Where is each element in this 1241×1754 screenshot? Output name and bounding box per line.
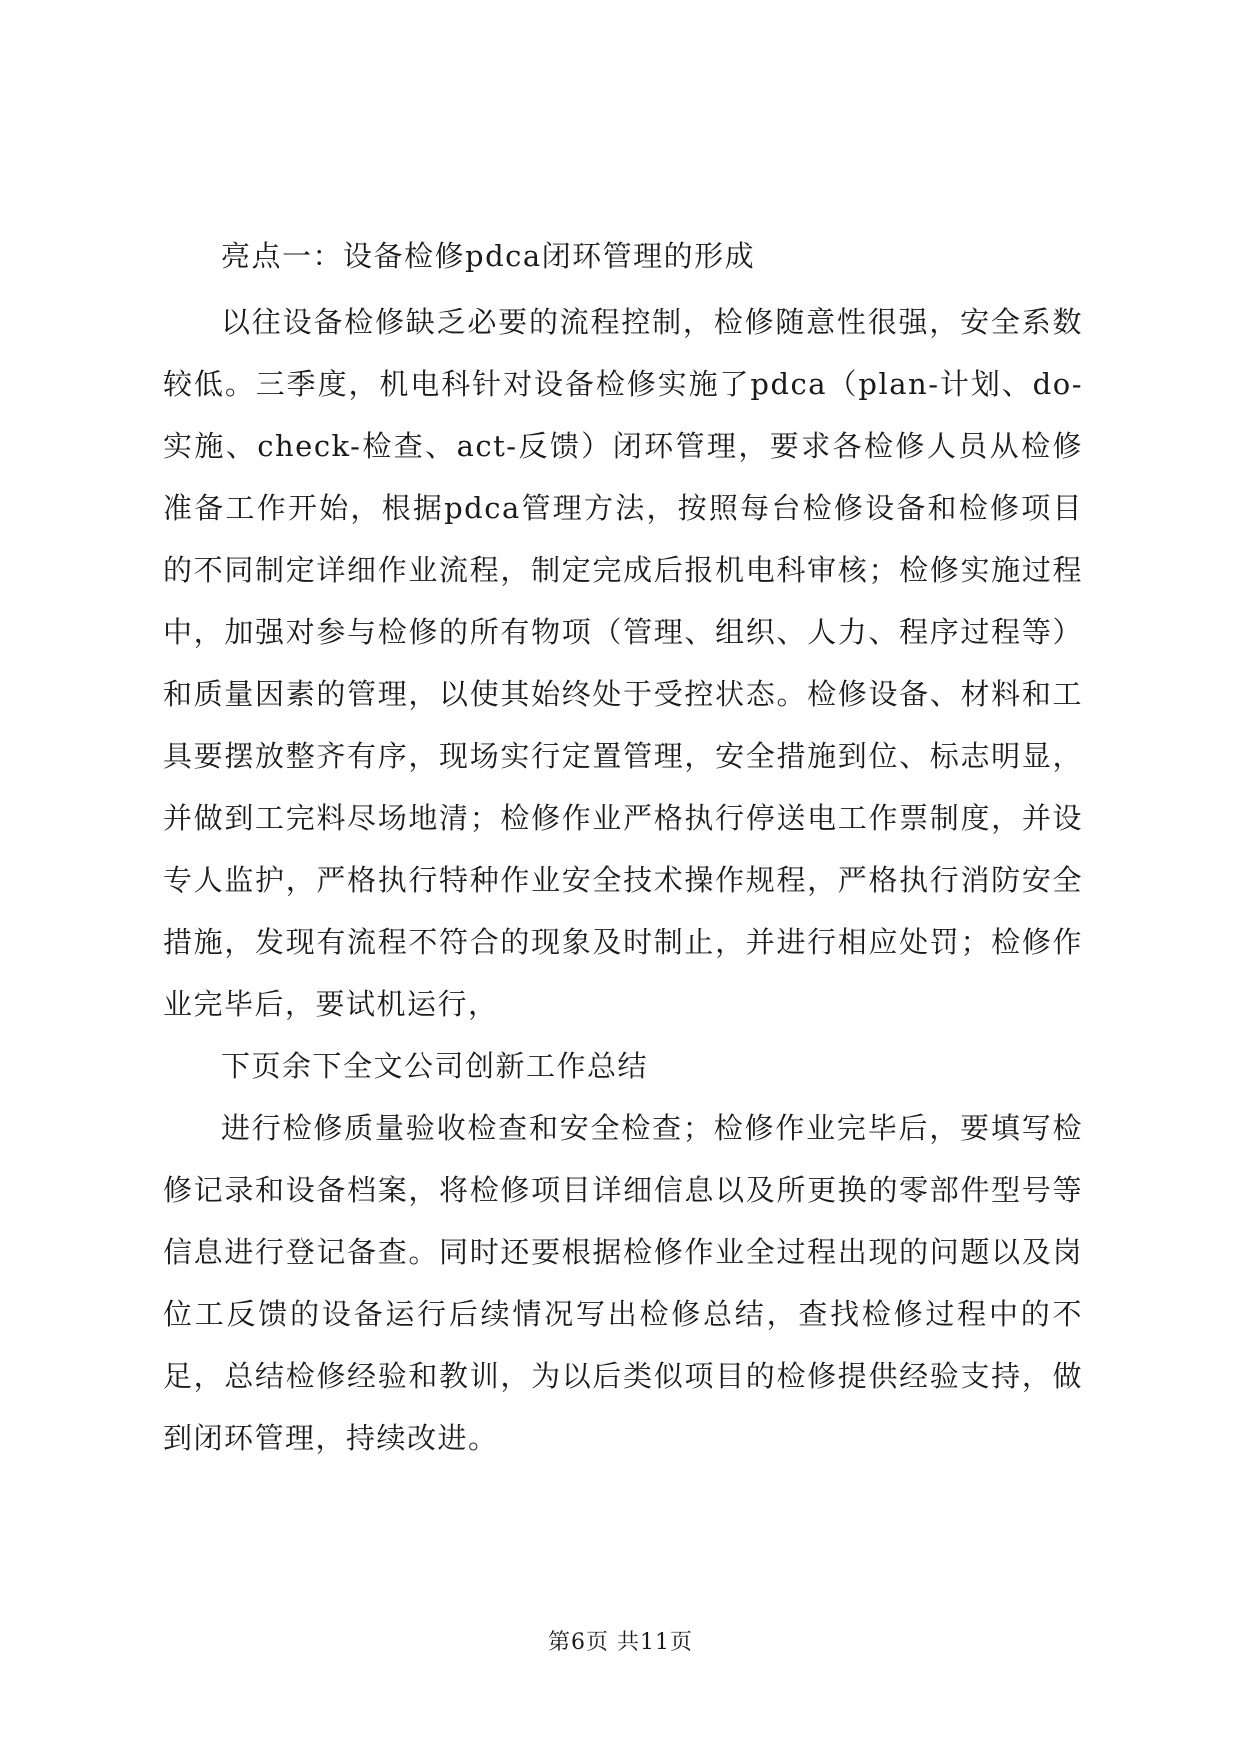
body-paragraph-1: 以往设备检修缺乏必要的流程控制，检修随意性很强，安全系数较低。三季度，机电科针对设备检修实施了pdca（plan-计划、do-实施、check-检查、act-反馈）闭环管理，要求各检修人员从检修准备工作开始，根据pdca管理方法，按照每台检修设备和检修项目的不同制定详细作业流程，制定完成后报机电科审核；检修实施过程中，加强对参与检修的所有物项（管理、组织、人力、程序过程等）和质量因素的管理，以使其始终处于受控状态。检修设备、材料和工具要摆放整齐有序，现场实行定置管理，安全措施到位、标志明显，并做到工完料尽场地清；检修作业严格执行停送电工作票制度，并设专人监护，严格执行特种作业安全技术操作规程，严格执行消防安全措施，发现有流程不符合的现象及时制止，并进行相应处罚；检修作业完毕后，要试机运行，: [163, 305, 1083, 1021]
page-number-footer: 第6页 共11页: [548, 1630, 693, 1655]
continuation-note: 下页余下全文公司创新工作总结: [221, 1049, 649, 1083]
section-heading: 亮点一：设备检修pdca闭环管理的形成: [221, 239, 756, 273]
body-paragraph-2: 进行检修质量验收检查和安全检查；检修作业完毕后，要填写检修记录和设备档案，将检修项目详细信息以及所更换的零部件型号等信息进行登记备查。同时还要根据检修作业全过程出现的问题以及岗位工反馈的设备运行后续情况写出检修总结，查找检修过程中的不足，总结检修经验和教训，为以后类似项目的检修提供经验支持，做到闭环管理，持续改进。: [163, 1111, 1083, 1455]
document-body: [163, 225, 1083, 1469]
